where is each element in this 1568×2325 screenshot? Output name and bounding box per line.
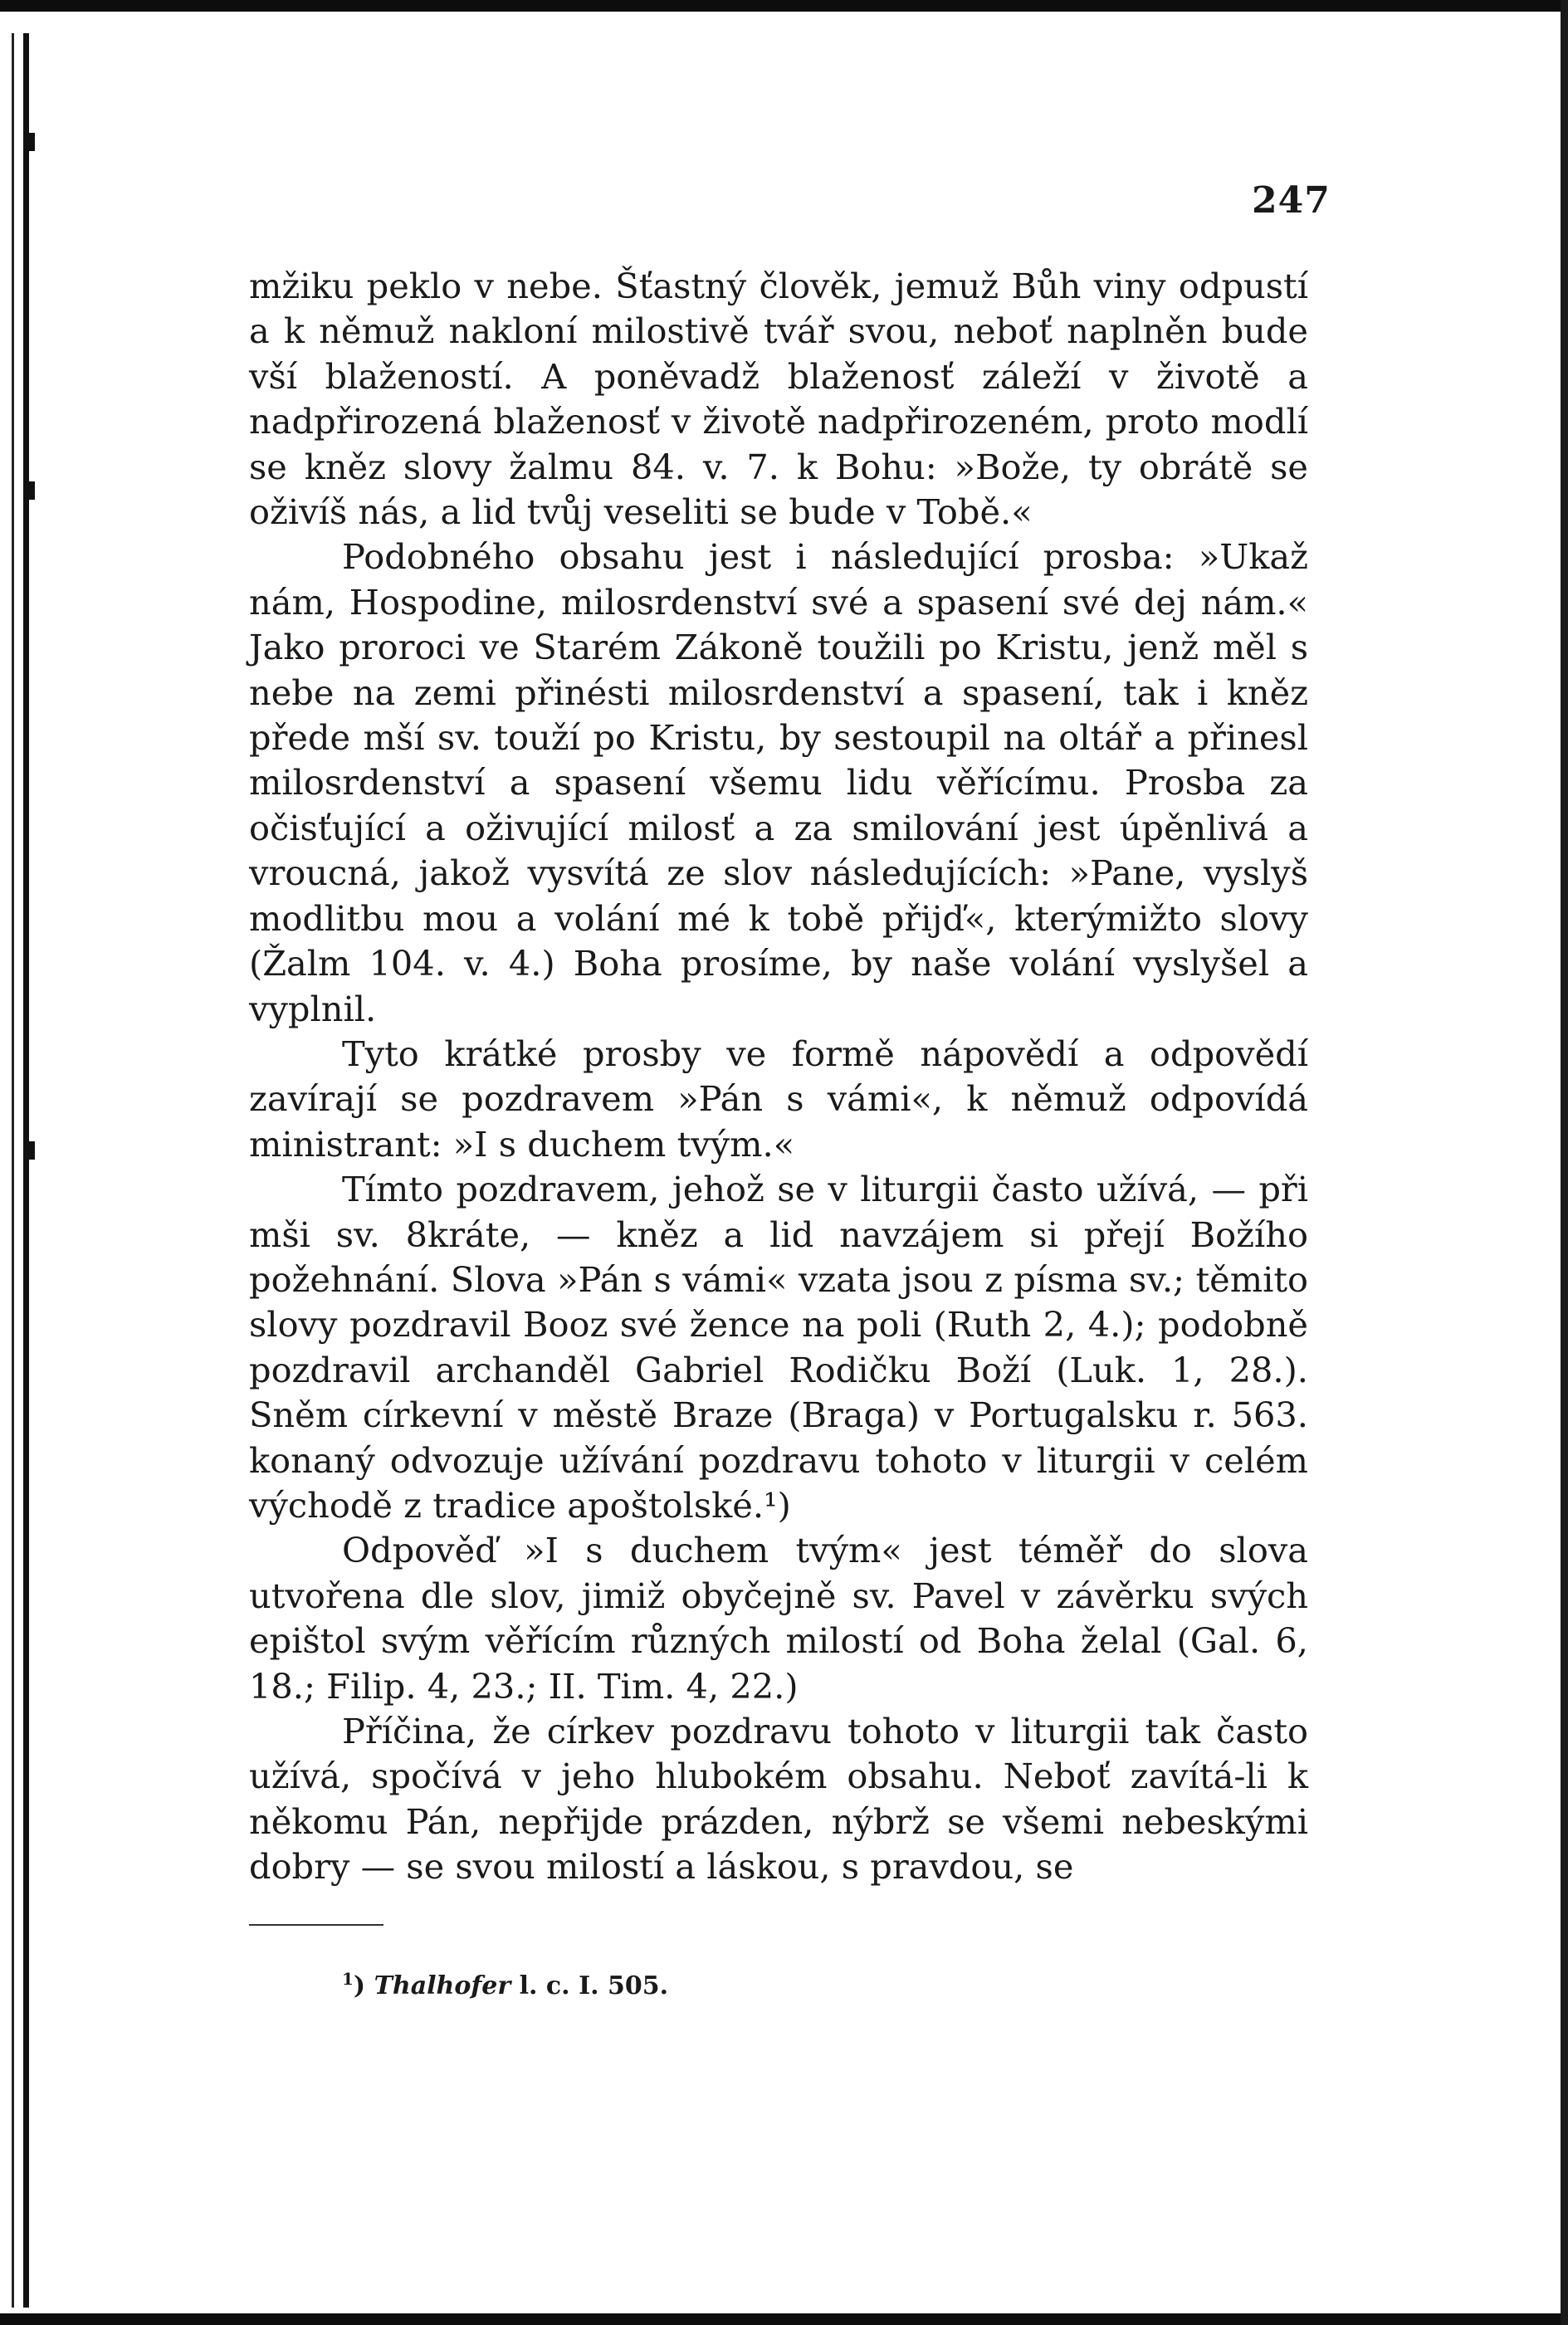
paragraph: Tyto krátké prosby ve formě nápovědí a odpovědí zavírají se pozdravem »Pán s vámi«, k němuž odpovídá ministrant: »I s duchem tvým.«: [249, 1033, 1308, 1165]
paragraph: Podobného obsahu jest i následující prosba: »Ukaž nám, Hospodine, milosrdenství své a spasení své dej nám.« Jako proroci ve Starém Zákoně toužili po Kristu, jenž měl s nebe na zemi přinésti milosrdenství a spasení, tak i kněz přede mší sv. touží po Kristu, by sestoupil na oltář a přinesl milosrdenství a spasení všemu lidu věřícímu. Prosba za očisťující a oživující milosť a za smilování jest úpěnlivá a vroucná, jakož vysvítá ze slov následujících: »Pane, vyslyš modlitbu mou a volání mé k tobě přijď«, kterýmižto slovy (Žalm 104. v. 4.) Boha prosíme, by naše volání vyslyšel a vyplnil.: [249, 536, 1308, 1029]
page-right-edge: [1561, 0, 1568, 2325]
paragraph: Odpověď »I s duchem tvým« jest téměř do slova utvořena dle slov, jimiž obyčejně sv. Pavel v závěrku svých epištol svým věřícím různých milostí od Boha želal (Gal. 6, 18.; Filip. 4, 23.; II. Tim. 4, 22.): [249, 1530, 1308, 1707]
paragraph-continued: mžiku peklo v nebe. Šťastný člověk, jemuž Bůh viny odpustí a k němuž nakloní milostivě tvář svou, neboť naplněn bude vší blažeností. A poněvadž blaženosť záleží v životě a nadpřirozená blaženosť v životě nadpřirozeném, proto modlí se kněz slovy žalmu 84. v. 7. k Bohu: »Bože, ty obrátě se oživíš nás, a lid tvůj veseliti se bude v Tobě.«: [249, 266, 1308, 533]
footnote-marker-paren: ): [353, 1971, 366, 2000]
page-binding-edge: [12, 33, 14, 2308]
footnote-separator: [249, 1924, 383, 1926]
footnote-marker: 1: [342, 1969, 354, 1989]
paragraph: Tímto pozdravem, jehož se v liturgii často užívá, — při mši sv. 8kráte, — kněz a lid navzájem si přejí Božího požehnání. Slova »Pán s vámi« vzata jsou z písma sv.; těmito slovy pozdravil Booz své žence na poli (Ruth 2, 4.); podobně pozdravil archanděl Gabriel Rodičku Boží (Luk. 1, 28.). Sněm církevní v městě Braze (Braga) v Portugalsku r. 563. konaný odvozuje užívání pozdravu tohoto v liturgii v celém východě z tradice apoštolské.¹): [249, 1169, 1308, 1526]
footnote-reference: l. c. I. 505.: [519, 1971, 669, 2000]
footnote: [342, 1969, 668, 2000]
page-number: 247: [1252, 179, 1331, 222]
page-left-edge: [23, 33, 29, 2308]
paragraph: Příčina, že církev pozdravu tohoto v liturgii tak často užívá, spočívá v jeho hlubokém obsahu. Neboť zavítá-li k někomu Pán, nepřijde prázden, nýbrž se všemi nebeskými dobry — se svou milostí a láskou, s pravdou, se: [249, 1711, 1308, 1888]
footnote-author: Thalhofer: [374, 1971, 511, 2000]
body-text: [249, 264, 1308, 1890]
